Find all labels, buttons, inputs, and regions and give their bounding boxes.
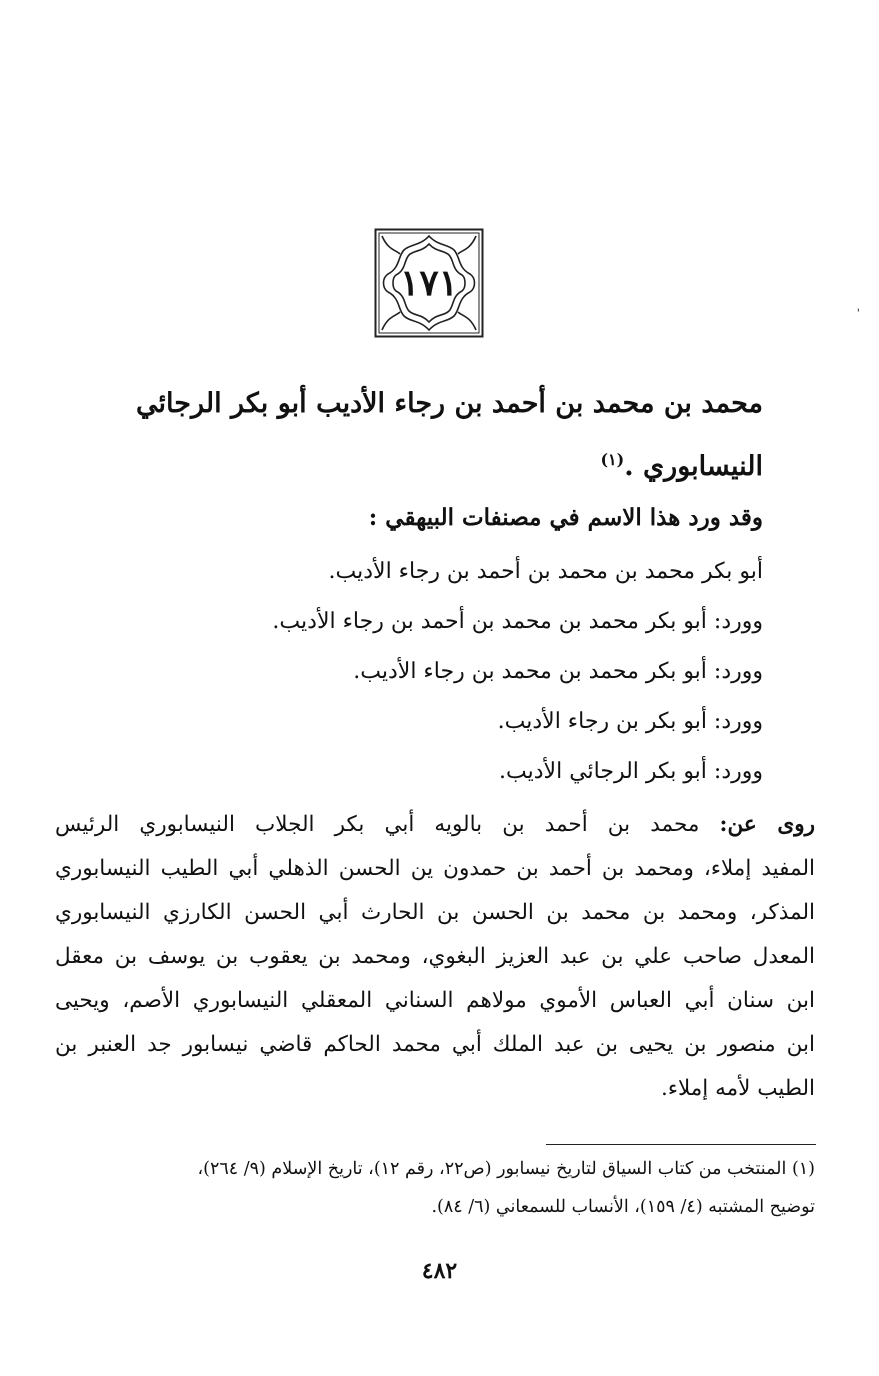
narration-line: المفيد إملاء، ومحمد بن أحمد بن حمدون ين الحسن الذهلي أبي الطيب النيسابوري [55,856,815,881]
entry-heading-line2 [63,436,763,491]
footnote-ref: (١) [600,450,625,469]
footnote-line: (١) المنتخب من كتاب السياق لتاريخ نيسابور (ص٢٢، رقم ١٢)، تاريخ الإسلام (٩/ ٢٦٤)، [197,1159,815,1179]
name-variant: وورد: أبو بكر بن رجاء الأديب. [497,709,763,734]
footnote-divider [546,1144,816,1145]
narration-line: المعدل صاحب علي بن عبد العزيز البغوي، ومحمد بن يعقوب بن يوسف بن معقل [55,944,816,969]
narration-line: المذكر، ومحمد بن محمد بن الحسن بن الحارث أبي الحسن الكارزي النيسابوري [55,900,815,925]
narration-line: ابن سنان أبي العباس الأموي مولاهم السناني المعقلي النيسابوري الأصم، ويحيى [55,988,815,1013]
narration-label: روى عن: [719,812,816,837]
name-variant: أبو بكر محمد بن محمد بن أحمد بن رجاء الأديب. [328,559,763,584]
entry-heading-line1: محمد بن محمد بن أحمد بن رجاء الأديب أبو بكر الرجائي [136,388,763,419]
name-variant: وورد: أبو بكر محمد بن محمد بن رجاء الأديب. [353,659,763,684]
narration-first-line: محمد بن أحمد بن بالويه أبي بكر الجلاب النيسابوري الرئيس [55,812,700,837]
heading-line2-text: النيسابوري . [624,451,763,482]
page-number: ٤٨٢ [421,1258,458,1284]
entry-number-ornament [374,228,484,338]
name-variant: وورد: أبو بكر محمد بن محمد بن أحمد بن رجاء الأديب. [272,609,763,634]
narration-line: ابن منصور بن يحيى بن عبد الملك أبي محمد الحاكم قاضي نيسابور جد العنبر بن [55,1032,815,1057]
narration-line: الطيب لأمه إملاء. [661,1076,815,1101]
entry-number: ١٧١ [400,262,459,304]
subheading: وقد ورد هذا الاسم في مصنفات البيهقي : [368,504,763,531]
footnote-line: توضيح المشتبه (٤/ ١٥٩)، الأنساب للسمعاني (٦/ ٨٤). [431,1197,815,1217]
name-variant: وورد: أبو بكر الرجائي الأديب. [499,759,763,784]
narration-line [55,804,815,845]
